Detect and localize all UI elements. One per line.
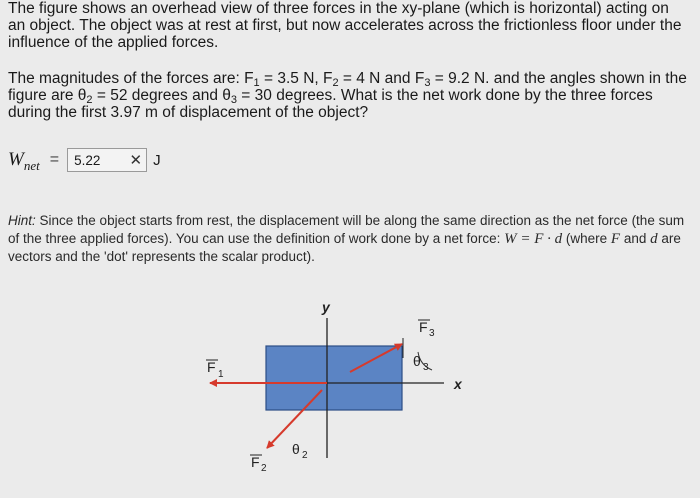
svg-text:1: 1 [218,369,224,380]
svg-text:2: 2 [302,450,308,461]
y-axis-label: y [322,299,330,315]
svg-text:θ: θ [413,353,421,369]
answer-unit: J [153,151,161,169]
svg-text:2: 2 [261,463,267,474]
svg-text:F: F [251,454,260,470]
theta3-label [413,353,429,373]
svg-text:3: 3 [423,362,429,373]
f1-label [206,359,224,380]
problem-paragraph-1: The figure shows an overhead view of three forces in the xy-plane (which is horizontal) acting on an object. The object was at rest at first, but now accelerates across the frictionless floor under the influence of the applied forces. [8,0,682,51]
x-axis-label: x [454,376,462,392]
svg-text:θ: θ [292,441,300,457]
answer-label: $W_{net}$ [8,149,40,173]
svg-text:F: F [419,319,428,335]
svg-text:F: F [207,359,216,375]
problem-paragraph-2: The magnitudes of the forces are: $F_1 = 3.5$ N, $F_2 = 4$ N and $F_3 = 9.2$ N. and the angles shown in the figure are $\theta_2 = 52$ degrees and $\theta_3 = 30$ degrees. What is the net work done by the three forces during the first 3.97 m of displacement of the object? [8,70,687,121]
hint-text: Hint: Since the object starts from rest, the displacement will be along the same direction as the net force (the sum of the three applied forces). You can use the definition of work done by a net force: W = F · d (where F and d are vectors and the 'dot' represents the scalar product). [8,213,685,264]
svg-text:3: 3 [429,328,435,339]
answer-value: 5.22 [74,152,101,168]
f3-label [418,319,435,339]
f2-label [250,454,267,474]
theta2-label [292,441,308,461]
equals-sign: = [49,151,60,168]
incorrect-icon: ✕ [129,152,143,169]
